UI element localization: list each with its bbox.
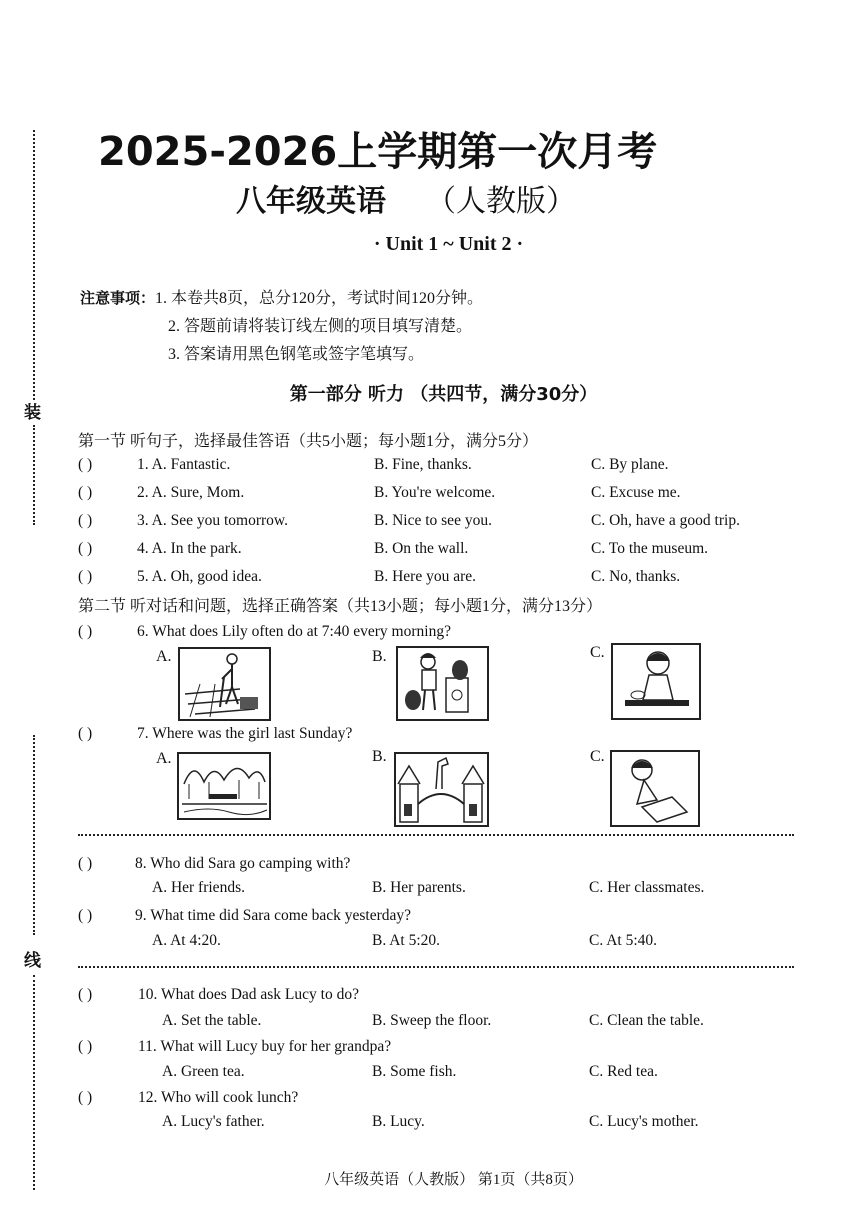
option-c: C. Oh, have a good trip. <box>591 512 740 529</box>
option-b: B. On the wall. <box>374 540 469 557</box>
question-text: 7. Where was the girl last Sunday? <box>137 725 353 742</box>
binding-line-top <box>33 130 35 400</box>
option-c: C. Lucy's mother. <box>589 1113 699 1130</box>
amusement-park-picture[interactable] <box>394 752 489 827</box>
option-a: 1. A. Fantastic. <box>137 456 231 473</box>
binding-line-bottom <box>33 975 35 1190</box>
option-a: 2. A. Sure, Mom. <box>137 484 245 501</box>
option-a: A. At 4:20. <box>152 932 221 949</box>
option-b: B. Nice to see you. <box>374 512 492 529</box>
option-b-label: B. <box>372 648 387 665</box>
option-b: B. You're welcome. <box>374 484 496 501</box>
option-a: A. Her friends. <box>152 879 245 896</box>
section-heading: 第二节 听对话和问题，选择正确答案（共13小题；每小题1分，满分13分） <box>78 598 603 615</box>
note-item: 1. 本卷共8页，总分120分，考试时间120分钟。 <box>155 290 484 307</box>
option-b: B. Sweep the floor. <box>372 1012 492 1029</box>
answer-blank[interactable]: ( ) <box>78 1038 93 1055</box>
option-a: A. Set the table. <box>162 1012 262 1029</box>
option-c-label: C. <box>590 748 605 765</box>
option-a-label: A. <box>156 750 172 767</box>
option-b: B. Lucy. <box>372 1113 425 1130</box>
binding-label-xian: 线 <box>24 951 41 970</box>
option-b: B. Fine, thanks. <box>374 456 472 473</box>
exam-subtitle <box>236 176 576 220</box>
option-b-label: B. <box>372 748 387 765</box>
answer-blank[interactable]: ( ) <box>78 855 93 872</box>
unit-range: · Unit 1 ~ Unit 2 · <box>373 233 524 255</box>
option-c: C. Clean the table. <box>589 1012 704 1029</box>
answer-blank[interactable]: ( ) <box>78 623 93 640</box>
note-item: 2. 答题前请将装订线左侧的项目填写清楚。 <box>168 318 473 335</box>
notes-label: 注意事项： <box>80 289 156 307</box>
option-b: B. Her parents. <box>372 879 466 896</box>
question-text: 9. What time did Sara come back yesterday? <box>135 907 412 924</box>
answer-blank[interactable]: ( ) <box>78 456 93 473</box>
option-c: C. Excuse me. <box>591 484 681 501</box>
subject-label: 八年级英语 <box>236 184 386 219</box>
sweeping-floor-picture[interactable] <box>178 647 271 721</box>
note-item: 3. 答案请用黑色钢笔或签字笔填写。 <box>168 346 425 363</box>
binding-label-zhuang: 装 <box>24 403 41 422</box>
answer-blank[interactable]: ( ) <box>78 1089 93 1106</box>
part-heading: 第一部分 听力 （共四节，满分30分） <box>289 384 598 405</box>
cleaning-table-picture[interactable] <box>611 643 701 720</box>
question-text: 11. What will Lucy buy for her grandpa? <box>138 1038 392 1055</box>
option-b: B. At 5:20. <box>372 932 441 949</box>
option-a: A. Green tea. <box>162 1063 245 1080</box>
option-b: B. Here you are. <box>374 568 476 585</box>
option-c-label: C. <box>590 644 605 661</box>
question-text: 12. Who will cook lunch? <box>138 1089 299 1106</box>
option-b: B. Some fish. <box>372 1063 457 1080</box>
option-a-label: A. <box>156 648 172 665</box>
answer-blank[interactable]: ( ) <box>78 907 93 924</box>
answer-blank[interactable]: ( ) <box>78 512 93 529</box>
option-c: C. No, thanks. <box>591 568 681 585</box>
answer-blank[interactable]: ( ) <box>78 540 93 557</box>
notes-block <box>80 284 483 369</box>
divider <box>78 966 794 968</box>
option-a: A. Lucy's father. <box>162 1113 265 1130</box>
park-picture[interactable] <box>177 752 271 820</box>
option-c: C. Red tea. <box>589 1063 658 1080</box>
girl-reading-picture[interactable] <box>610 750 700 827</box>
answer-blank[interactable]: ( ) <box>78 568 93 585</box>
question-text: 10. What does Dad ask Lucy to do? <box>138 986 359 1003</box>
taking-out-trash-picture[interactable] <box>396 646 489 721</box>
binding-line-middle <box>33 425 35 525</box>
option-a: 4. A. In the park. <box>137 540 242 557</box>
question-text: 8. Who did Sara go camping with? <box>135 855 351 872</box>
edition-label: （人教版） <box>426 184 576 219</box>
option-c: C. Her classmates. <box>589 879 705 896</box>
page-footer: 八年级英语（人教版） 第1页（共8页） <box>324 1172 583 1188</box>
answer-blank[interactable]: ( ) <box>78 484 93 501</box>
binding-line-lower <box>33 735 35 935</box>
answer-blank[interactable]: ( ) <box>78 725 93 742</box>
option-c: C. By plane. <box>591 456 669 473</box>
exam-title: 2025-2026上学期第一次月考 <box>98 129 658 175</box>
option-c: C. At 5:40. <box>589 932 658 949</box>
divider <box>78 834 794 836</box>
option-a: 5. A. Oh, good idea. <box>137 568 262 585</box>
option-a: 3. A. See you tomorrow. <box>137 512 288 529</box>
section-heading: 第一节 听句子，选择最佳答语（共5小题；每小题1分，满分5分） <box>78 433 539 450</box>
answer-blank[interactable]: ( ) <box>78 986 93 1003</box>
option-c: C. To the museum. <box>591 540 709 557</box>
question-text: 6. What does Lily often do at 7:40 every morning? <box>137 623 451 640</box>
